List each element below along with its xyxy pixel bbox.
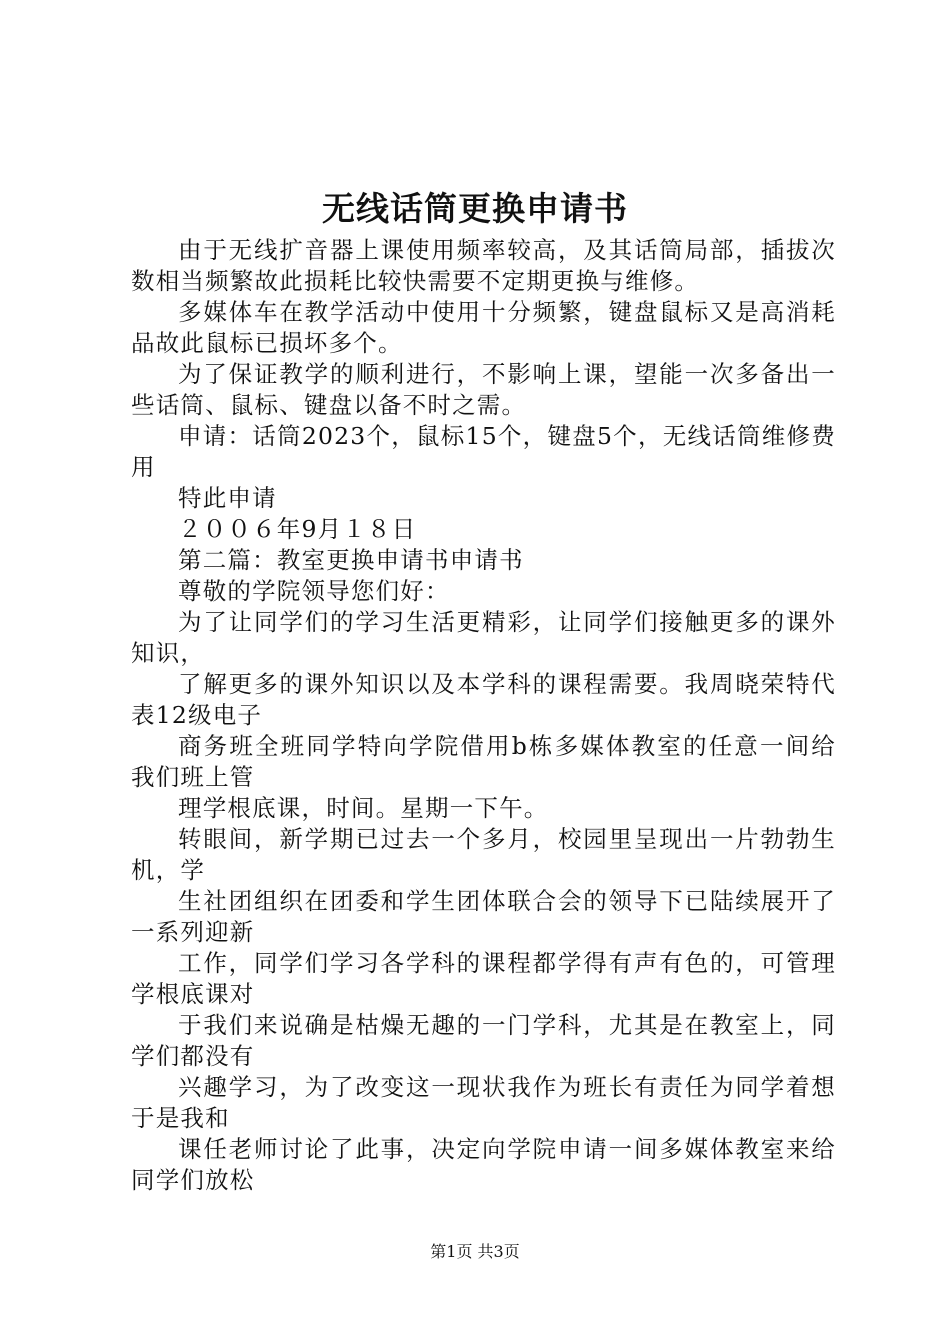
- paragraph: 理学根底课，时间。星期一下午。: [178, 794, 549, 822]
- paragraph: 商务班全班同学特向学院借用b栋多媒体教室的任意一间给我们班上管: [131, 732, 836, 791]
- paragraph: 生社团组织在团委和学生团体联合会的领导下已陆续展开了一系列迎新: [131, 887, 836, 946]
- paragraph: 由于无线扩音器上课使用频率较高，及其话筒局部，插拔次数相当频繁故此损耗比较快需要不定期更换与维修。: [131, 236, 836, 295]
- document-title: 无线话筒更换申请书: [322, 189, 628, 228]
- paragraph: 工作，同学们学习各学科的课程都学得有声有色的，可管理学根底课对: [131, 949, 836, 1008]
- paragraph: 转眼间，新学期已过去一个多月，校园里呈现出一片勃勃生机，学: [131, 825, 836, 884]
- paragraph: 为了让同学们的学习生活更精彩，让同学们接触更多的课外知识，: [131, 608, 836, 667]
- paragraph: 特此申请: [178, 484, 277, 512]
- page-footer: 第1页 共3页: [430, 1242, 520, 1261]
- paragraph: 申请：话筒2023个，鼠标15个，键盘5个，无线话筒维修费用: [131, 422, 836, 481]
- paragraph: 为了保证教学的顺利进行，不影响上课，望能一次多备出一些话筒、鼠标、键盘以备不时之需。: [131, 360, 836, 419]
- paragraph: 课任老师讨论了此事，决定向学院申请一间多媒体教室来给同学们放松: [131, 1135, 836, 1194]
- section-heading: 第二篇：教室更换申请书申请书: [178, 546, 524, 574]
- paragraph: 于我们来说确是枯燥无趣的一门学科，尤其是在教室上，同学们都没有: [131, 1011, 836, 1070]
- document-body: [131, 235, 836, 1196]
- date-line: ２００６年9月１８日: [178, 515, 417, 543]
- paragraph: 兴趣学习，为了改变这一现状我作为班长有责任为同学着想于是我和: [131, 1073, 836, 1132]
- paragraph: 多媒体车在教学活动中使用十分频繁，键盘鼠标又是高消耗品故此鼠标已损坏多个。: [131, 298, 836, 357]
- paragraph: 了解更多的课外知识以及本学科的课程需要。我周晓荣特代表12级电子: [131, 670, 836, 729]
- salutation: 尊敬的学院领导您们好：: [178, 577, 450, 605]
